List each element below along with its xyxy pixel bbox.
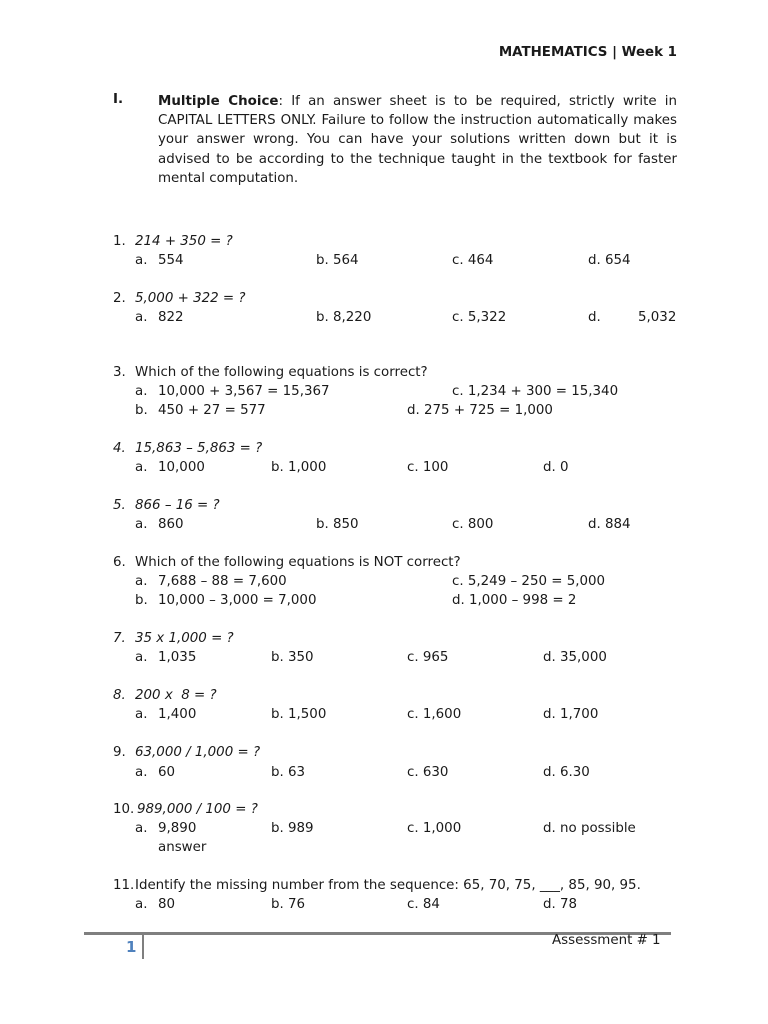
option: 60 — [158, 765, 176, 780]
option-letter: a. — [135, 821, 148, 836]
option: b. 8,220 — [316, 310, 372, 325]
option: 450 + 27 = 577 — [158, 403, 266, 418]
option: d. 0 — [543, 460, 569, 475]
option: d. 6.30 — [543, 765, 590, 780]
question-number: 7. — [113, 631, 126, 646]
option: 9,890 — [158, 821, 197, 836]
option: c. 1,600 — [407, 707, 462, 722]
option-continued: answer — [158, 840, 207, 855]
option: 10,000 – 3,000 = 7,000 — [158, 593, 317, 608]
question-number: 10. — [113, 802, 135, 817]
option: 1,400 — [158, 707, 197, 722]
option: 10,000 + 3,567 = 15,367 — [158, 384, 330, 399]
option: d. — [588, 310, 601, 325]
question-number: 1. — [113, 234, 126, 249]
option: d. 884 — [588, 517, 631, 532]
option-letter: b. — [135, 593, 148, 608]
question-text: Which of the following equations is correct? — [135, 365, 428, 380]
question-number: 4. — [113, 441, 126, 456]
question-number: 2. — [113, 291, 126, 306]
option: d. 275 + 725 = 1,000 — [407, 403, 553, 418]
option: b. 989 — [271, 821, 314, 836]
option-letter: a. — [135, 460, 148, 475]
option: 5,032 — [638, 310, 677, 325]
option: d. 35,000 — [543, 650, 607, 665]
option-letter: a. — [135, 650, 148, 665]
option: d. 1,700 — [543, 707, 599, 722]
question-number: 5. — [113, 498, 126, 513]
option: d. 78 — [543, 897, 578, 912]
question-number: 8. — [113, 688, 126, 703]
option-letter: a. — [135, 707, 148, 722]
question-number: 9. — [113, 745, 126, 760]
option: b. 850 — [316, 517, 359, 532]
option: b. 63 — [271, 765, 306, 780]
option: 554 — [158, 253, 184, 268]
option-letter: a. — [135, 253, 148, 268]
option: d. no possible — [543, 821, 636, 836]
question-text: 5,000 + 322 = ? — [135, 291, 246, 306]
instructions-text: : If an answer sheet is to be required, strictly write in CAPITAL LETTERS ONLY. Failure to follow the instruction automatically makes your answer wrong. You can have your solutions written down but it is advised to be according to the technique taught in the textbook for faster mental computation. — [158, 94, 677, 186]
header-title: MATHEMATICS | Week 1 — [498, 45, 677, 60]
option: 860 — [158, 517, 184, 532]
option: 80 — [158, 897, 176, 912]
footer-label: Assessment # 1 — [552, 933, 661, 948]
section-number: I. — [113, 92, 124, 107]
question-text: 214 + 350 = ? — [135, 234, 233, 249]
option: c. 464 — [452, 253, 494, 268]
option: 1,035 — [158, 650, 197, 665]
option: d. 654 — [588, 253, 631, 268]
option: c. 5,249 – 250 = 5,000 — [452, 574, 606, 589]
question-text: 35 x 1,000 = ? — [135, 631, 234, 646]
option: b. 1,500 — [271, 707, 327, 722]
option: b. 350 — [271, 650, 314, 665]
page-number: 1 — [126, 938, 137, 956]
option-letter: a. — [135, 765, 148, 780]
option: 822 — [158, 310, 184, 325]
option-letter: a. — [135, 384, 148, 399]
option: c. 630 — [407, 765, 449, 780]
section-heading: Multiple Choice — [158, 94, 279, 109]
footer-page-divider — [142, 934, 144, 959]
option: 7,688 – 88 = 7,600 — [158, 574, 287, 589]
option: c. 100 — [407, 460, 449, 475]
question-text: 989,000 / 100 = ? — [137, 802, 258, 817]
option: b. 564 — [316, 253, 359, 268]
question-text: Identify the missing number from the sequence: 65, 70, 75, ___, 85, 90, 95. — [135, 878, 641, 893]
option: c. 1,234 + 300 = 15,340 — [452, 384, 619, 399]
option: c. 800 — [452, 517, 494, 532]
question-number: 6. — [113, 555, 126, 570]
option: c. 965 — [407, 650, 449, 665]
option: c. 5,322 — [452, 310, 507, 325]
question-text: 866 – 16 = ? — [135, 498, 220, 513]
option-letter: a. — [135, 897, 148, 912]
option-letter: b. — [135, 403, 148, 418]
option: 10,000 — [158, 460, 205, 475]
question-number: 11. — [113, 878, 135, 893]
option-letter: a. — [135, 517, 148, 532]
question-number: 3. — [113, 365, 126, 380]
option: b. 1,000 — [271, 460, 327, 475]
instructions — [158, 92, 677, 188]
option: b. 76 — [271, 897, 306, 912]
question-text: 200 x 8 = ? — [135, 688, 217, 703]
option: c. 84 — [407, 897, 440, 912]
question-text: 15,863 – 5,863 = ? — [135, 441, 263, 456]
question-text: Which of the following equations is NOT correct? — [135, 555, 461, 570]
option: d. 1,000 – 998 = 2 — [452, 593, 577, 608]
option: c. 1,000 — [407, 821, 462, 836]
question-text: 63,000 / 1,000 = ? — [135, 745, 261, 760]
option-letter: a. — [135, 574, 148, 589]
option-letter: a. — [135, 310, 148, 325]
